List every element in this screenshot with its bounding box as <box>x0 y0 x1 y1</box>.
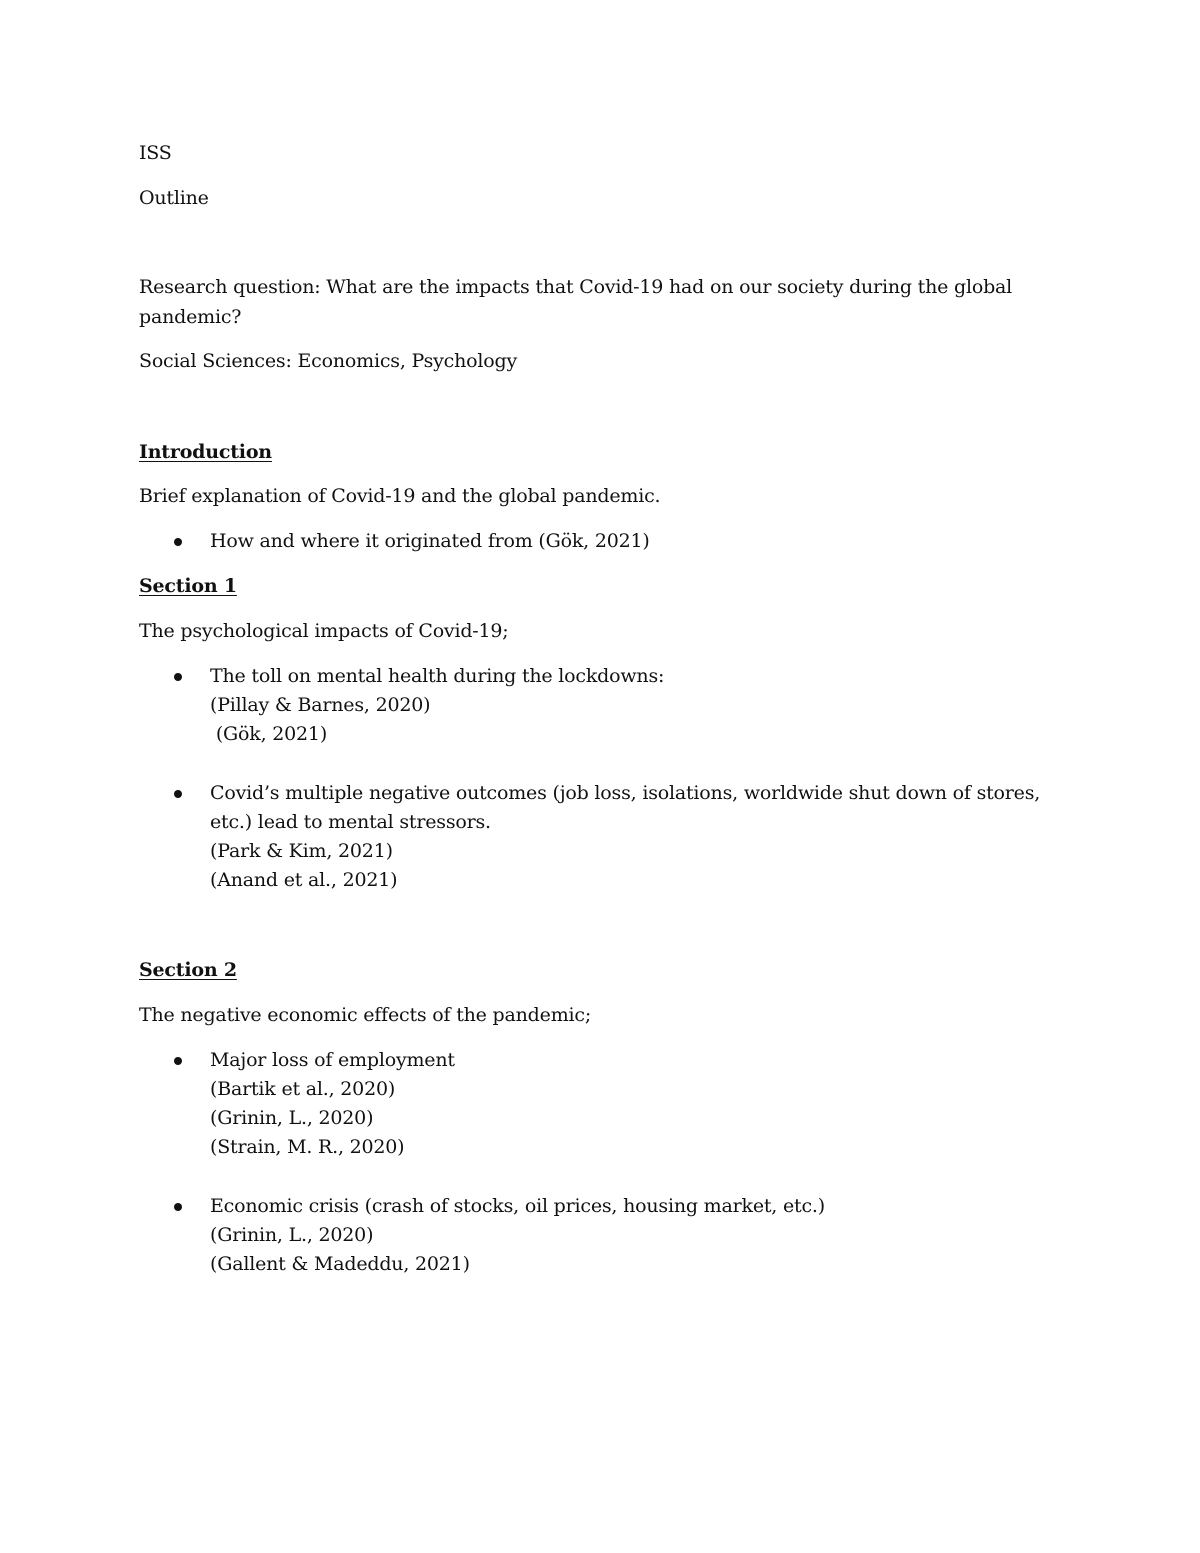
citation: (Bartik et al., 2020) <box>210 1078 396 1100</box>
section-2-text: The negative economic effects of the pandemic; <box>139 1004 592 1026</box>
citation: (Grinin, L., 2020) <box>210 1107 374 1129</box>
citation: (Gallent & Madeddu, 2021) <box>210 1253 470 1275</box>
citation: (Pillay & Barnes, 2020) <box>210 694 431 716</box>
bullet-icon <box>174 673 182 681</box>
section-2-heading: Section 2 <box>139 959 237 981</box>
social-sciences-line: Social Sciences: Economics, Psychology <box>139 350 517 372</box>
citation: (Gök, 2021) <box>210 723 328 745</box>
bullet-icon <box>174 1057 182 1065</box>
list-item-line: Covid’s multiple negative outcomes (job loss, isolations, worldwide shut down of stores, <box>210 782 1041 804</box>
citation: (Grinin, L., 2020) <box>210 1224 374 1246</box>
section-1-text: The psychological impacts of Covid-19; <box>139 620 509 642</box>
citation: (Anand et al., 2021) <box>210 869 398 891</box>
research-question-line-1: Research question: What are the impacts that Covid-19 had on our society during the global <box>139 276 1013 298</box>
list-item <box>139 1046 1059 1162</box>
list-item-line: etc.) lead to mental stressors. <box>210 811 491 833</box>
doc-type-label: Outline <box>139 187 209 209</box>
list-item <box>139 779 1059 895</box>
list-item <box>139 1192 1059 1279</box>
list-item <box>139 662 1059 749</box>
list-item <box>139 527 1059 556</box>
list-item-line: The toll on mental health during the lockdowns: <box>210 665 665 687</box>
list-item-line: How and where it originated from (Gök, 2021) <box>210 530 650 552</box>
research-question-line-2: pandemic? <box>139 306 242 328</box>
section-1-heading: Section 1 <box>139 575 237 597</box>
course-label: ISS <box>139 142 172 164</box>
bullet-icon <box>174 538 182 546</box>
citation: (Park & Kim, 2021) <box>210 840 393 862</box>
bullet-icon <box>174 1203 182 1211</box>
list-item-line: Major loss of employment <box>210 1049 455 1071</box>
introduction-heading: Introduction <box>139 441 272 463</box>
list-item-line: Economic crisis (crash of stocks, oil prices, housing market, etc.) <box>210 1195 825 1217</box>
citation: (Strain, M. R., 2020) <box>210 1136 405 1158</box>
introduction-text: Brief explanation of Covid-19 and the global pandemic. <box>139 485 661 507</box>
bullet-icon <box>174 790 182 798</box>
